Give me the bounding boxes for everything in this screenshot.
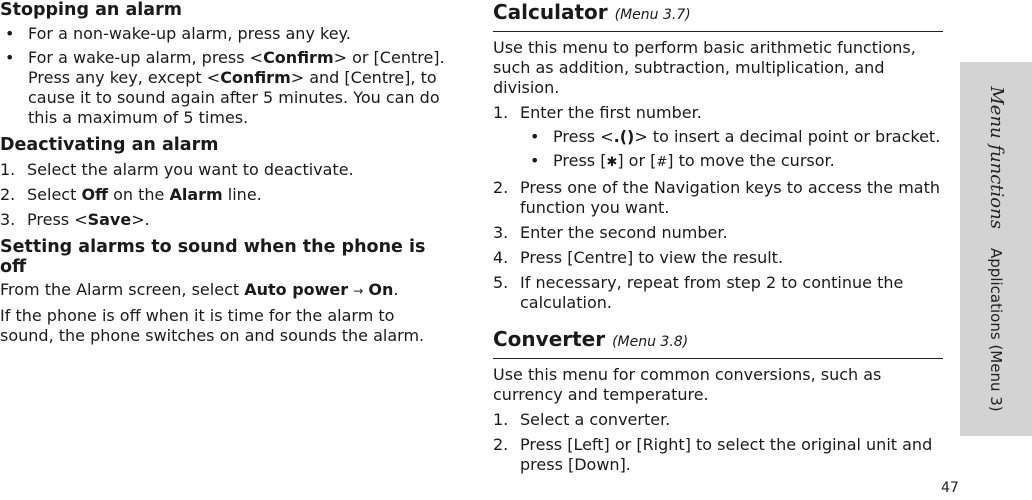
bullet-text: For a wake-up alarm, press < <box>28 48 264 67</box>
step-text: Enter the second number. <box>520 223 728 242</box>
confirm-key: Confirm <box>263 48 334 67</box>
deactivating-steps <box>0 160 450 230</box>
bullet-text: > or [Centre]. <box>333 48 445 67</box>
title-text: Calculator <box>493 0 608 24</box>
list-item <box>0 185 450 205</box>
intro-paragraph: Use this menu to perform basic arithmetic functions, such as addition, subtraction, multiplication, and division. <box>493 38 916 97</box>
list-item <box>493 178 943 218</box>
text: ] to move the cursor. <box>667 151 835 170</box>
page-number: 47 <box>941 480 959 496</box>
step-text: If necessary, repeat from step 2 to continue the calculation. <box>520 273 904 312</box>
text: ] or [ <box>617 151 657 170</box>
converter-steps <box>493 410 943 475</box>
calculator-steps-cont <box>493 178 943 313</box>
section-label: Menu functions <box>986 86 1007 229</box>
hash-key-icon: # <box>656 155 668 170</box>
text: Press < <box>553 127 614 146</box>
menu-ref: (Menu 3.8) <box>612 334 689 350</box>
list-item <box>493 223 943 243</box>
step-number: 1. <box>493 410 509 429</box>
step-number: 2. <box>0 185 16 204</box>
text: > and [Centre], to cause it to sound again after 5 minutes. You can do this a maximum of 5 times. <box>28 68 440 127</box>
on-option: On <box>368 280 394 299</box>
arrow-right-icon: → <box>353 284 364 298</box>
step-text: on the <box>108 185 170 204</box>
heading-alarm-phone-off: Setting alarms to sound when the phone is off <box>0 237 426 277</box>
step-text: Press [Left] or [Right] to select the original unit and press [Down]. <box>520 435 933 474</box>
step-text: Enter the first number. <box>520 103 702 122</box>
text: Press any key, except < <box>28 68 221 87</box>
step-text: Press one of the Navigation keys to access the math function you want. <box>520 178 941 217</box>
step-number: 4. <box>493 248 509 267</box>
decimal-key: .() <box>613 127 635 146</box>
heading-stopping-alarm: Stopping an alarm <box>0 0 182 20</box>
step-text: Select the alarm you want to deactivate. <box>27 160 354 179</box>
text: . <box>393 280 399 299</box>
list-item <box>493 151 943 173</box>
step-text: Press < <box>27 210 88 229</box>
step-text: line. <box>222 185 262 204</box>
list-item <box>493 273 943 313</box>
list-item <box>0 160 450 180</box>
auto-power-option: Auto power <box>244 280 349 299</box>
side-tab-label <box>981 62 1011 436</box>
bullet-marker: • <box>5 48 15 67</box>
star-key-icon: ✱ <box>606 155 618 170</box>
confirm-key: Confirm <box>220 68 291 87</box>
save-key: Save <box>87 210 132 229</box>
right-column <box>493 0 943 475</box>
text: Press [ <box>553 151 607 170</box>
step-text: >. <box>131 210 150 229</box>
step-text: Select a converter. <box>520 410 671 429</box>
list-item <box>0 48 450 128</box>
step-number: 1. <box>0 160 16 179</box>
menu-ref: (Menu 3) <box>987 344 1005 412</box>
step-number: 2. <box>493 435 509 454</box>
step-number: 1. <box>493 103 509 122</box>
calculator-sub-bullets <box>493 127 943 173</box>
calculator-steps <box>493 103 943 123</box>
step-text: Press [Centre] to view the result. <box>520 248 784 267</box>
step-number: 3. <box>493 223 509 242</box>
subsection-label: Applications <box>987 248 1005 340</box>
paragraph <box>0 280 450 301</box>
bullet-marker: • <box>5 24 15 43</box>
list-item <box>493 248 943 268</box>
heading-deactivating-alarm: Deactivating an alarm <box>0 135 219 155</box>
list-item <box>493 127 943 147</box>
bullet-marker: • <box>530 151 540 170</box>
list-item <box>0 210 450 230</box>
section-title-calculator <box>493 0 943 32</box>
list-item <box>0 24 450 44</box>
text: From the Alarm screen, select <box>0 280 245 299</box>
bullet-marker: • <box>530 127 540 146</box>
bullet-text: For a non-wake-up alarm, press any key. <box>28 24 351 43</box>
step-number: 3. <box>0 210 16 229</box>
bullet-continuation <box>28 68 450 128</box>
left-column <box>0 0 450 346</box>
off-option: Off <box>81 185 109 204</box>
menu-ref: (Menu 3.7) <box>614 7 691 23</box>
list-item <box>493 103 943 123</box>
paragraph: If the phone is off when it is time for the alarm to sound, the phone switches on and sounds the alarm. <box>0 306 425 345</box>
text: > to insert a decimal point or bracket. <box>634 127 941 146</box>
alarm-line: Alarm <box>169 185 223 204</box>
stopping-bullets <box>0 24 450 128</box>
step-text: Select <box>27 185 82 204</box>
step-number: 5. <box>493 273 509 292</box>
step-number: 2. <box>493 178 509 197</box>
list-item <box>493 435 943 475</box>
section-title-converter <box>493 327 943 359</box>
intro-paragraph: Use this menu for common conversions, such as currency and temperature. <box>493 365 882 404</box>
title-text: Converter <box>493 327 606 351</box>
list-item <box>493 410 943 430</box>
